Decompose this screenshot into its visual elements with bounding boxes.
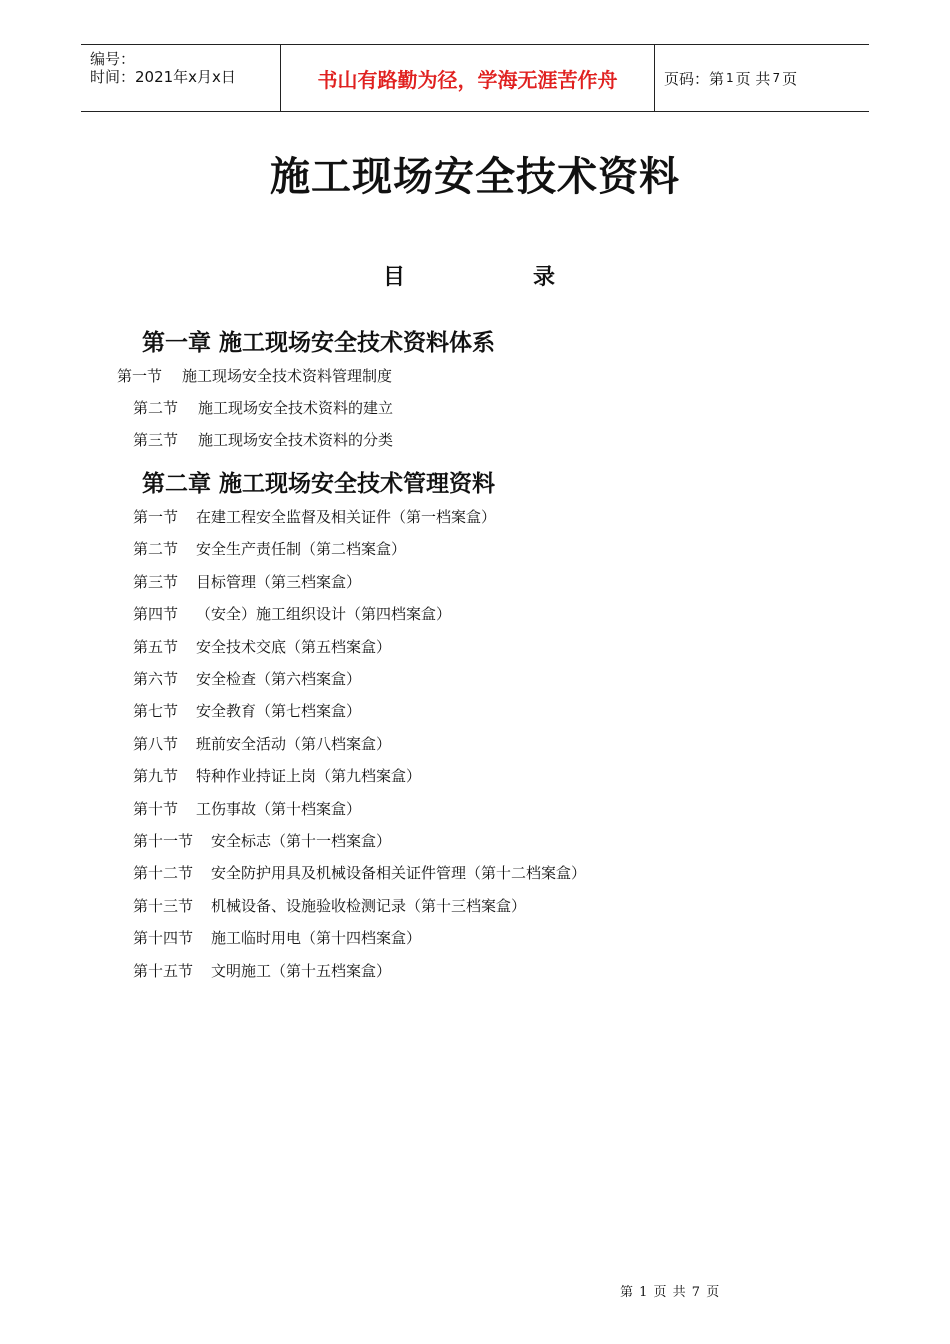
header-motto: 书山有路勤为径，学海无涯苦作舟 [281, 45, 655, 111]
section-text: 目标管理（第三档案盒） [196, 573, 362, 591]
section-text: 施工临时用电（第十四档案盒） [211, 929, 422, 947]
section-number: 第五节 [133, 638, 179, 656]
section-text: 施工现场安全技术资料的建立 [198, 399, 394, 417]
section-number: 第八节 [133, 735, 179, 753]
section-number: 第二节 [133, 399, 179, 417]
section-number: 第四节 [133, 605, 179, 623]
section-text: （安全）施工组织设计（第四档案盒） [196, 605, 452, 623]
toc-section[interactable] [133, 734, 391, 754]
toc-section[interactable] [133, 604, 451, 624]
toc-section[interactable] [133, 896, 526, 916]
section-text: 班前安全活动（第八档案盒） [196, 735, 392, 753]
toc-section[interactable] [117, 366, 392, 386]
section-number: 第十二节 [133, 864, 194, 882]
page-prefix: 页码：第 [664, 69, 725, 88]
section-number: 第十一节 [133, 832, 194, 850]
document-title: 施工现场安全技术资料 [270, 154, 680, 200]
section-text: 安全技术交底（第五档案盒） [196, 638, 392, 656]
toc-section[interactable] [133, 572, 361, 592]
toc-section[interactable] [133, 799, 361, 819]
section-number: 第九节 [133, 767, 179, 785]
section-number: 第六节 [133, 670, 179, 688]
section-number: 第三节 [133, 431, 179, 449]
section-number: 第十三节 [133, 897, 194, 915]
toc-section[interactable] [133, 928, 421, 948]
section-text: 安全标志（第十一档案盒） [211, 832, 392, 850]
section-text: 安全检查（第六档案盒） [196, 670, 362, 688]
document-number-label: 编号： [90, 50, 136, 68]
section-number: 第十节 [133, 800, 179, 818]
chapter-1-title[interactable]: 第一章 施工现场安全技术资料体系 [142, 330, 496, 356]
toc-section[interactable] [133, 831, 391, 851]
section-text: 施工现场安全技术资料的分类 [198, 431, 394, 449]
toc-section[interactable] [133, 701, 361, 721]
toc-section[interactable] [133, 863, 586, 883]
toc-section[interactable] [133, 961, 391, 981]
header-page-info [655, 45, 869, 111]
section-number: 第十五节 [133, 962, 194, 980]
page-header [81, 44, 869, 112]
section-number: 第十四节 [133, 929, 194, 947]
section-text: 工伤事故（第十档案盒） [196, 800, 362, 818]
section-number: 第三节 [133, 573, 179, 591]
section-number: 第一节 [133, 508, 179, 526]
toc-section[interactable] [133, 637, 391, 657]
section-text: 施工现场安全技术资料管理制度 [182, 367, 393, 385]
page-total: 7 [772, 71, 781, 85]
toc-section[interactable] [133, 507, 496, 527]
section-text: 特种作业持证上岗（第九档案盒） [196, 767, 422, 785]
toc-section[interactable] [133, 539, 406, 559]
section-text: 机械设备、设施验收检测记录（第十三档案盒） [211, 897, 527, 915]
section-number: 第七节 [133, 702, 179, 720]
toc-heading-left: 目 [383, 265, 406, 290]
section-number: 第一节 [117, 367, 163, 385]
page-middle: 页 共 [735, 69, 771, 88]
toc-section[interactable] [133, 669, 361, 689]
toc-section[interactable] [133, 766, 421, 786]
section-text: 安全教育（第七档案盒） [196, 702, 362, 720]
page-footer: 第 1 页 共 7 页 [620, 1285, 721, 1300]
document-time: 时间：2021年x月x日 [90, 68, 236, 86]
toc-section[interactable] [133, 430, 393, 450]
chapter-2-title[interactable]: 第二章 施工现场安全技术管理资料 [142, 471, 496, 497]
page-suffix: 页 [782, 69, 798, 88]
section-text: 文明施工（第十五档案盒） [211, 962, 392, 980]
section-text: 安全生产责任制（第二档案盒） [196, 540, 407, 558]
page-current: 1 [726, 71, 734, 85]
toc-heading-right: 录 [533, 265, 556, 290]
section-number: 第二节 [133, 540, 179, 558]
section-text: 安全防护用具及机械设备相关证件管理（第十二档案盒） [211, 864, 587, 882]
section-text: 在建工程安全监督及相关证件（第一档案盒） [196, 508, 497, 526]
toc-section[interactable] [133, 398, 393, 418]
header-meta [81, 45, 281, 111]
